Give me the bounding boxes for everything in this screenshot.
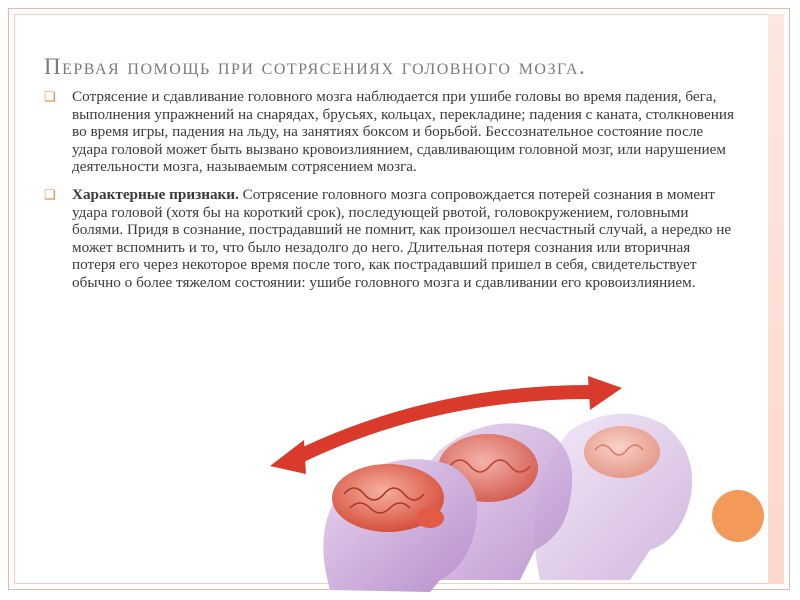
- orange-circle-decoration: [712, 490, 764, 542]
- bullet-item: [44, 88, 734, 176]
- bullet-list: [44, 88, 734, 302]
- brain-concussion-illustration: [270, 370, 710, 592]
- bullet-text: Сотрясение головного мозга сопровождается потерей сознания в момент удара головой (хотя бы на короткий срок), последующей рвотой, головокружением, головными болями. Придя в сознание, пострадавший не помнит, как произошел несчастный случай, а нередко не может вспомнить и то, что было незадолго до него. Длительная потеря сознания или вторичная потеря его через некоторое время после того, как пострадавший пришел в себя, свидетельствует обычно о более тяжелом состоянии: ушибе головного мозга и сдавливании его кровоизлиянием.: [72, 185, 732, 291]
- bullet-text: Сотрясение и сдавливание головного мозга наблюдается при ушибе головы во время падения, бега, выполнения упражнений на снарядах, брусьях, кольцах, перекладине; падения с каната, столкновения во время игры, падения на льду, на занятиях боксом и борьбой. Бессознательное состояние после удара головой может быть вызвано кровоизлиянием, сдавливающим головной мозг, или нарушением деятельности мозга, называемым сотрясением мозга.: [72, 88, 734, 176]
- bullet-item: [44, 186, 734, 292]
- slide-title: Первая помощь при сотрясениях головного мозга.: [44, 54, 587, 79]
- orange-square-bullet-icon: ❑: [44, 186, 56, 202]
- orange-square-bullet-icon: ❑: [44, 89, 56, 104]
- right-decorative-band: [768, 14, 784, 584]
- bullet-bold-run: Характерные признаки.: [72, 185, 239, 203]
